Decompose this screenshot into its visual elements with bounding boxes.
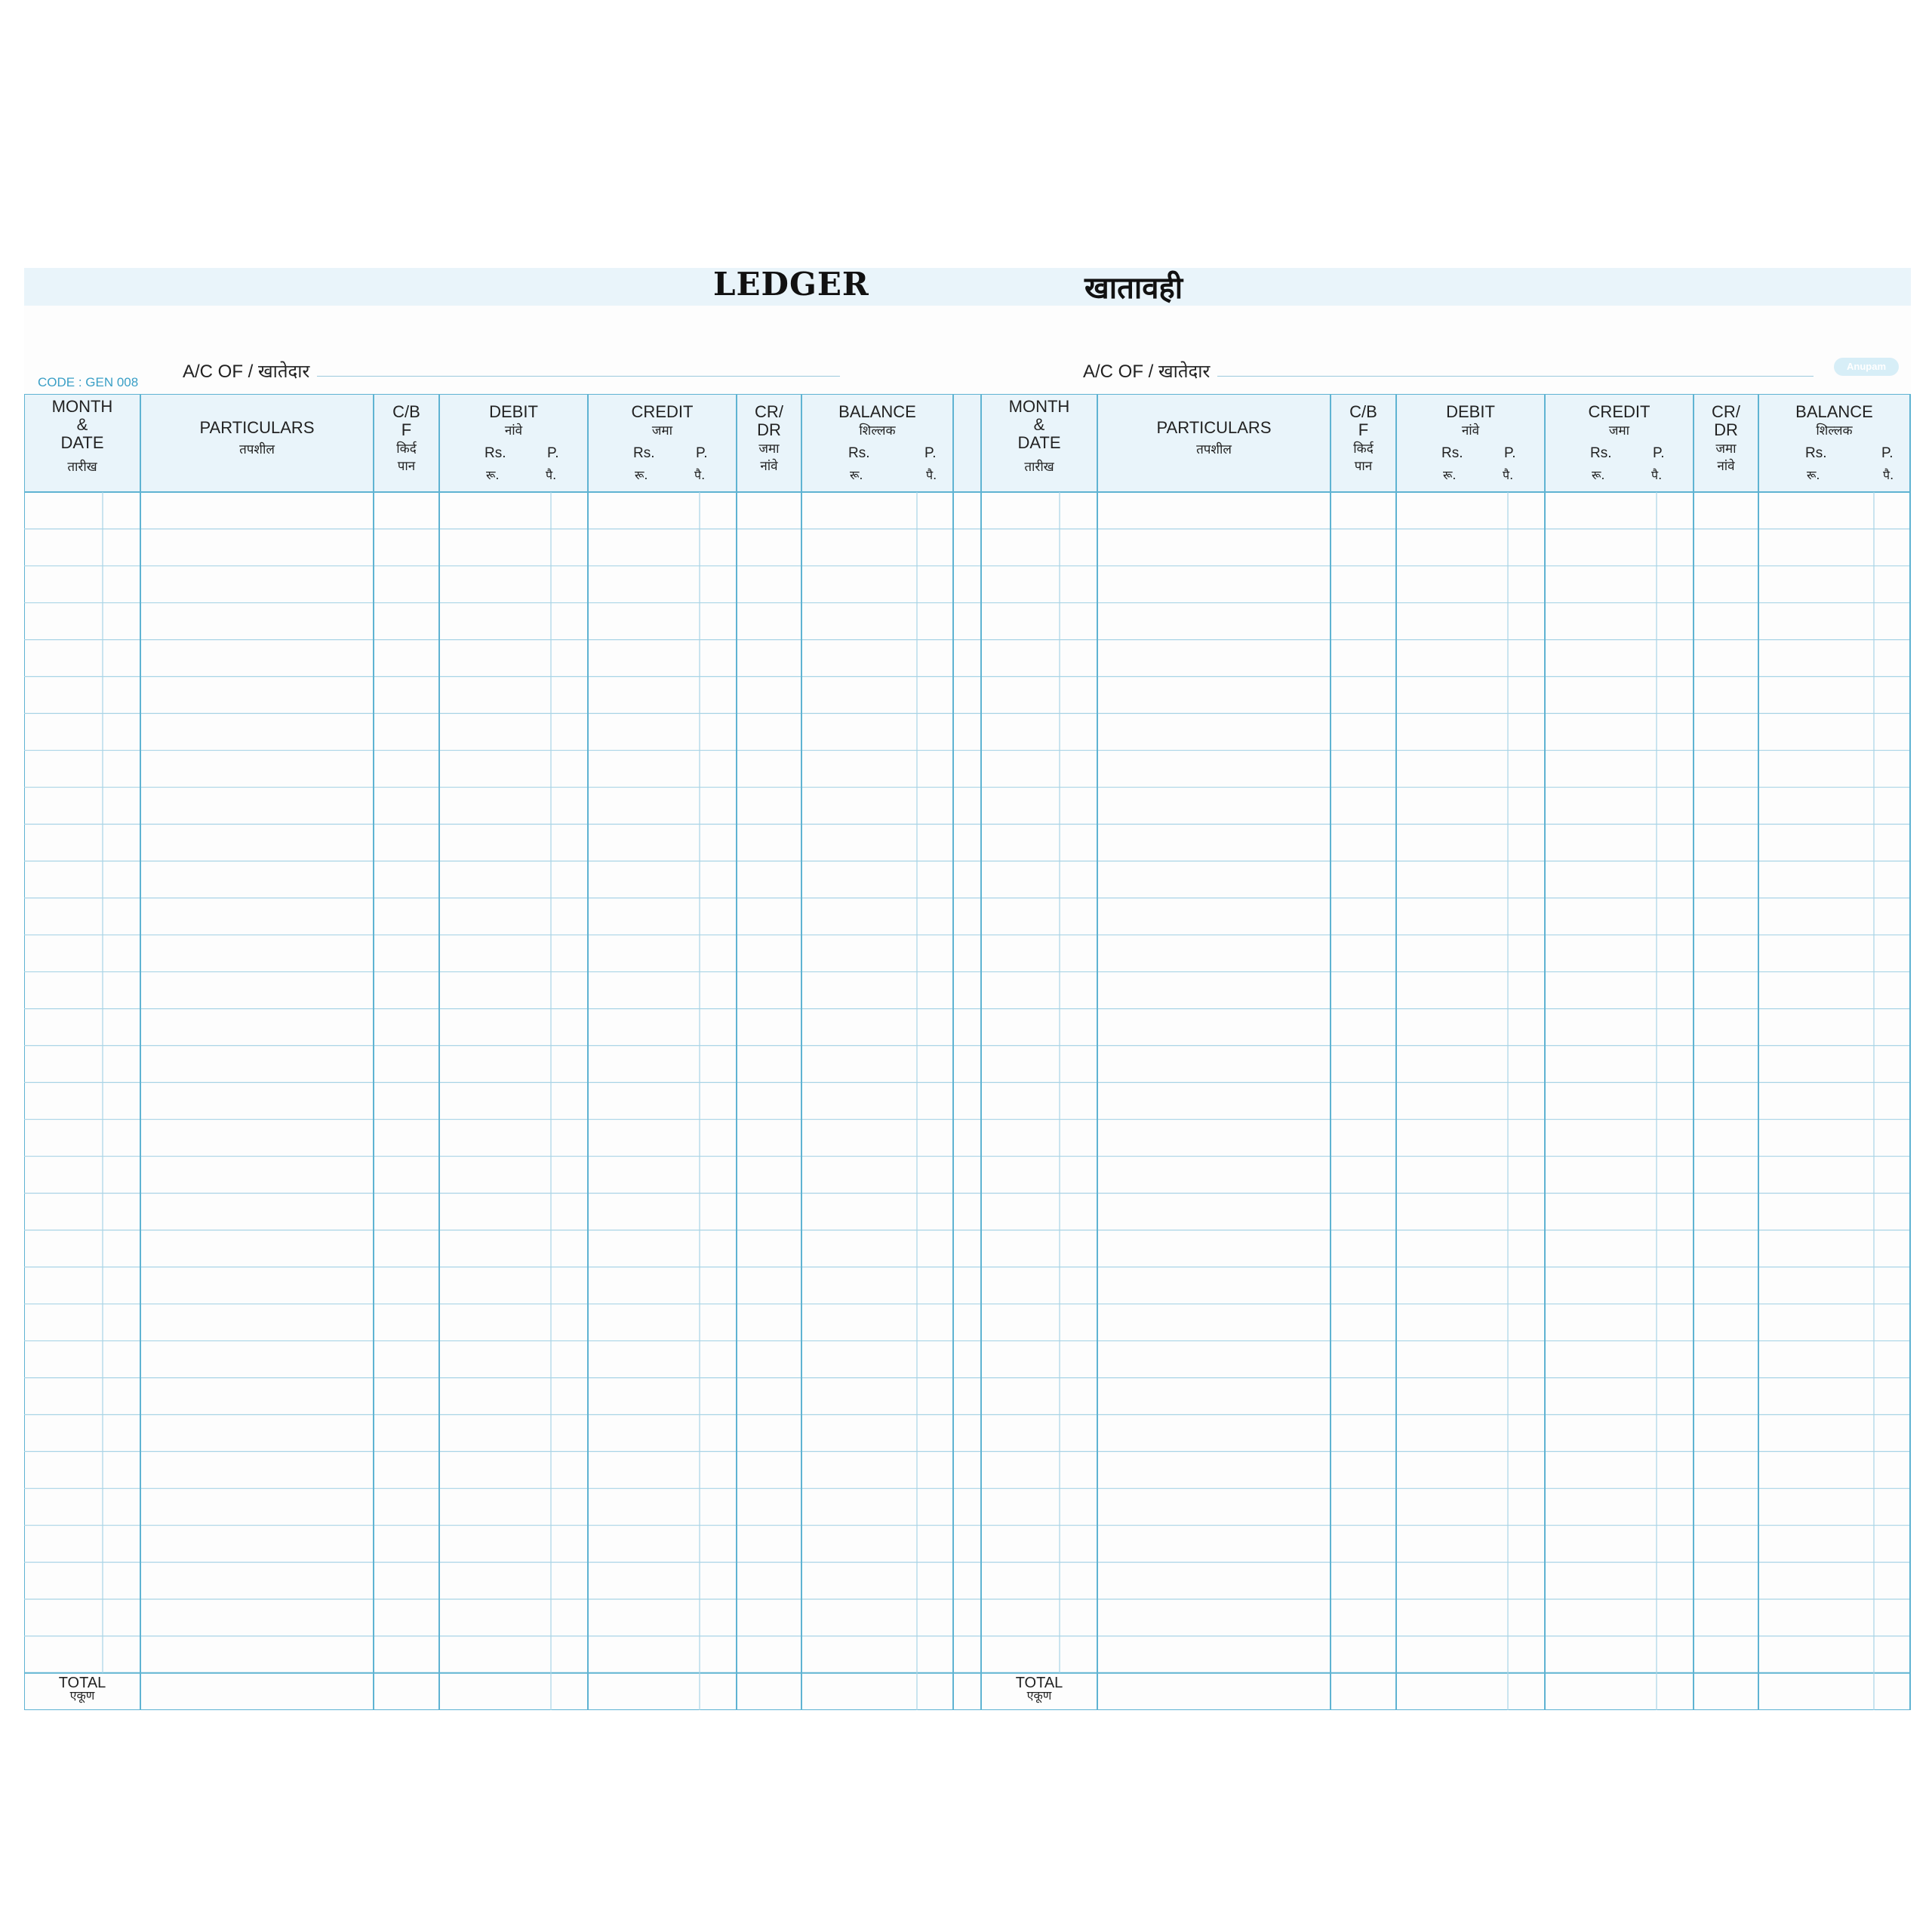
form-code: CODE : GEN 008 bbox=[38, 375, 139, 389]
debit-p-hi-label-right: पै. bbox=[1503, 468, 1514, 482]
ledger-title: LEDGER bbox=[713, 266, 869, 303]
month-date-header-left: MONTH & DATE तारीख bbox=[51, 397, 113, 474]
balance-rs-label-left: Rs. bbox=[848, 445, 870, 461]
credit-header-right: CREDIT जमा bbox=[1588, 402, 1651, 438]
balance-rs-hi-label-right: रू. bbox=[1807, 468, 1820, 482]
account-line-left[interactable] bbox=[317, 376, 840, 377]
credit-rs-label-left: Rs. bbox=[633, 445, 655, 461]
balance-p-hi-label-left: पै. bbox=[926, 468, 937, 482]
ledger-grid bbox=[24, 394, 1911, 1710]
particulars-header-left: PARTICULARS तपशील bbox=[199, 418, 315, 457]
credit-rs-hi-label-right: रू. bbox=[1592, 468, 1605, 482]
month-date-header-right: MONTH & DATE तारीख bbox=[1008, 397, 1070, 474]
credit-rs-hi-label-left: रू. bbox=[635, 468, 648, 482]
debit-rs-hi-label-left: रू. bbox=[486, 468, 500, 482]
crdr-header-right: CR/ DR जमा नांवे bbox=[1712, 402, 1740, 474]
total-label-left: TOTAL एकूण bbox=[58, 1675, 106, 1703]
debit-p-label-left: P. bbox=[547, 445, 559, 461]
balance-p-label-left: P. bbox=[924, 445, 937, 461]
credit-header-left: CREDIT जमा bbox=[631, 402, 694, 438]
credit-p-label-right: P. bbox=[1653, 445, 1665, 461]
total-label-right: TOTAL एकूण bbox=[1015, 1675, 1063, 1703]
balance-p-hi-label-right: पै. bbox=[1883, 468, 1894, 482]
cbf-header-right: C/B F किर्द पान bbox=[1349, 402, 1377, 474]
ledger-grid-lines bbox=[24, 394, 1911, 1710]
balance-p-label-right: P. bbox=[1881, 445, 1894, 461]
credit-p-hi-label-right: पै. bbox=[1651, 468, 1663, 482]
account-label-left: A/C OF / खातेदार bbox=[183, 361, 310, 382]
debit-header-left: DEBIT नांवे bbox=[489, 402, 538, 438]
account-label-right: A/C OF / खातेदार bbox=[1083, 361, 1211, 382]
debit-p-label-right: P. bbox=[1504, 445, 1516, 461]
crdr-header-left: CR/ DR जमा नांवे bbox=[755, 402, 783, 474]
credit-p-hi-label-left: पै. bbox=[694, 468, 706, 482]
cbf-header-left: C/B F किर्द पान bbox=[392, 402, 420, 474]
debit-rs-label-left: Rs. bbox=[485, 445, 506, 461]
debit-rs-hi-label-right: रू. bbox=[1443, 468, 1457, 482]
debit-header-right: DEBIT नांवे bbox=[1446, 402, 1495, 438]
account-line-right[interactable] bbox=[1217, 376, 1814, 377]
balance-rs-label-right: Rs. bbox=[1805, 445, 1827, 461]
balance-header-left: BALANCE शिल्लक bbox=[838, 402, 916, 438]
ledger-title-hindi: खातावही bbox=[1084, 271, 1183, 306]
balance-header-right: BALANCE शिल्लक bbox=[1795, 402, 1873, 438]
balance-rs-hi-label-left: रू. bbox=[850, 468, 863, 482]
particulars-header-right: PARTICULARS तपशील bbox=[1156, 418, 1272, 457]
brand-logo: Anupam bbox=[1834, 358, 1899, 376]
debit-rs-label-right: Rs. bbox=[1441, 445, 1463, 461]
credit-p-label-left: P. bbox=[696, 445, 708, 461]
credit-rs-label-right: Rs. bbox=[1590, 445, 1612, 461]
debit-p-hi-label-left: पै. bbox=[546, 468, 557, 482]
title-band bbox=[24, 268, 1911, 306]
